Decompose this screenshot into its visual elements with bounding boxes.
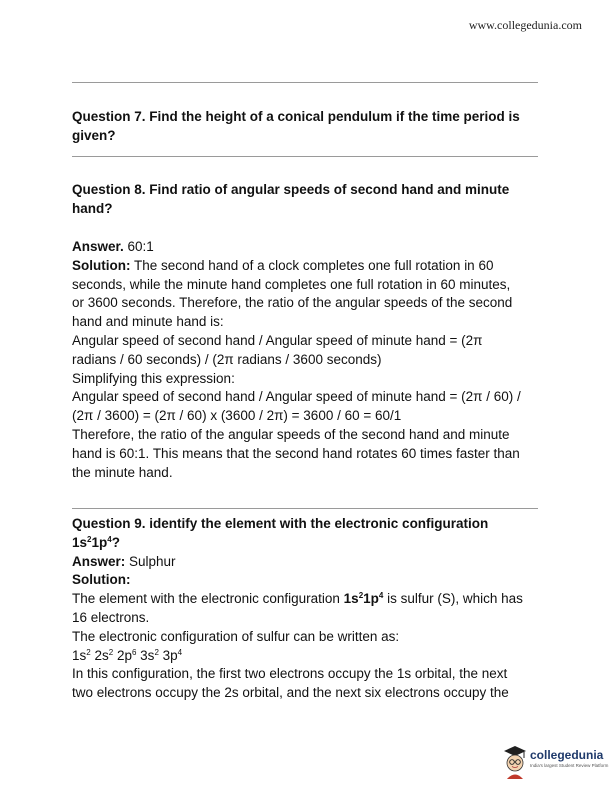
solution-label: Solution: bbox=[72, 572, 131, 588]
solution-text: hand and minute hand is: bbox=[72, 314, 224, 330]
solution-text: two electrons occupy the 2s orbital, and the next six electrons occupy the bbox=[72, 685, 509, 701]
solution-text: The second hand of a clock completes one full rotation in 60 bbox=[130, 257, 494, 273]
solution-text: the minute hand. bbox=[72, 464, 173, 480]
question-8-title-line-2: hand? bbox=[72, 200, 113, 216]
answer-line bbox=[72, 238, 542, 257]
logo-wordmark: collegedunia bbox=[530, 748, 604, 762]
solution-text: radians / 60 seconds) / (2π radians / 3600 seconds) bbox=[72, 351, 382, 367]
answer-label: Answer: bbox=[72, 553, 126, 569]
logo-tagline: India's largest Student Review Platform bbox=[530, 763, 609, 768]
divider bbox=[72, 508, 538, 509]
solution-text-part: The element with the electronic configuration bbox=[72, 591, 344, 607]
solution-text: Angular speed of second hand / Angular speed of minute hand = (2π / 60) / bbox=[72, 389, 521, 405]
question-9-title-line-2: $1s^21p^4$? bbox=[72, 534, 120, 550]
solution-text: Therefore, the ratio of the angular speeds of the second hand and minute bbox=[72, 426, 510, 442]
solution-line bbox=[72, 257, 542, 276]
solution-text: seconds, while the minute hand completes one full rotation in 60 minutes, bbox=[72, 276, 511, 292]
question-8-title-line-1: Question 8. Find ratio of angular speeds of second hand and minute bbox=[72, 182, 510, 197]
solution-text: hand is 60:1. This means that the second hand rotates 60 times faster than bbox=[72, 445, 520, 461]
answer-value: Sulphur bbox=[125, 553, 176, 569]
solution-text: Angular speed of second hand / Angular speed of minute hand = (2π bbox=[72, 332, 483, 348]
question-7-title-line-2: given? bbox=[72, 127, 116, 143]
sulfur-configuration: $1s^2$ $2s^2$ $2p^6$ $3s^2$ $3p^4$ bbox=[72, 647, 183, 663]
electron-configuration: $1s^21p^4$ bbox=[343, 591, 384, 607]
answer-value: 60:1 bbox=[123, 239, 154, 254]
divider bbox=[72, 82, 538, 83]
solution-text: The electronic configuration of sulfur can be written as: bbox=[72, 628, 400, 644]
site-url: www.collegedunia.com bbox=[468, 18, 582, 32]
mascot-icon bbox=[502, 744, 528, 780]
question-9-title-line-1: Question 9. identify the element with the electronic configuration bbox=[72, 516, 489, 531]
solution-text: (2π / 3600) = (2π / 60) x (3600 / 2π) = 3600 / 60 = 60/1 bbox=[72, 408, 402, 424]
collegedunia-logo bbox=[502, 742, 609, 784]
answer-line bbox=[72, 553, 542, 572]
solution-text-part: is sulfur (S), which has bbox=[383, 591, 523, 607]
solution-text: In this configuration, the first two electrons occupy the 1s orbital, the next bbox=[72, 666, 508, 682]
solution-label: Solution: bbox=[72, 257, 131, 273]
question-7-title-line-1: Question 7. Find the height of a conical pendulum if the time period is bbox=[72, 109, 520, 124]
divider bbox=[72, 156, 538, 157]
solution-text: or 3600 seconds. Therefore, the ratio of the angular speeds of the second bbox=[72, 295, 513, 311]
solution-text bbox=[72, 590, 542, 609]
answer-label: Answer. bbox=[72, 239, 124, 254]
question-9 bbox=[72, 515, 542, 703]
solution-text: Simplifying this expression: bbox=[72, 370, 235, 386]
question-8 bbox=[72, 181, 542, 219]
question-7 bbox=[72, 108, 542, 146]
question-8-answer bbox=[72, 238, 542, 482]
solution-text: 16 electrons. bbox=[72, 609, 150, 625]
